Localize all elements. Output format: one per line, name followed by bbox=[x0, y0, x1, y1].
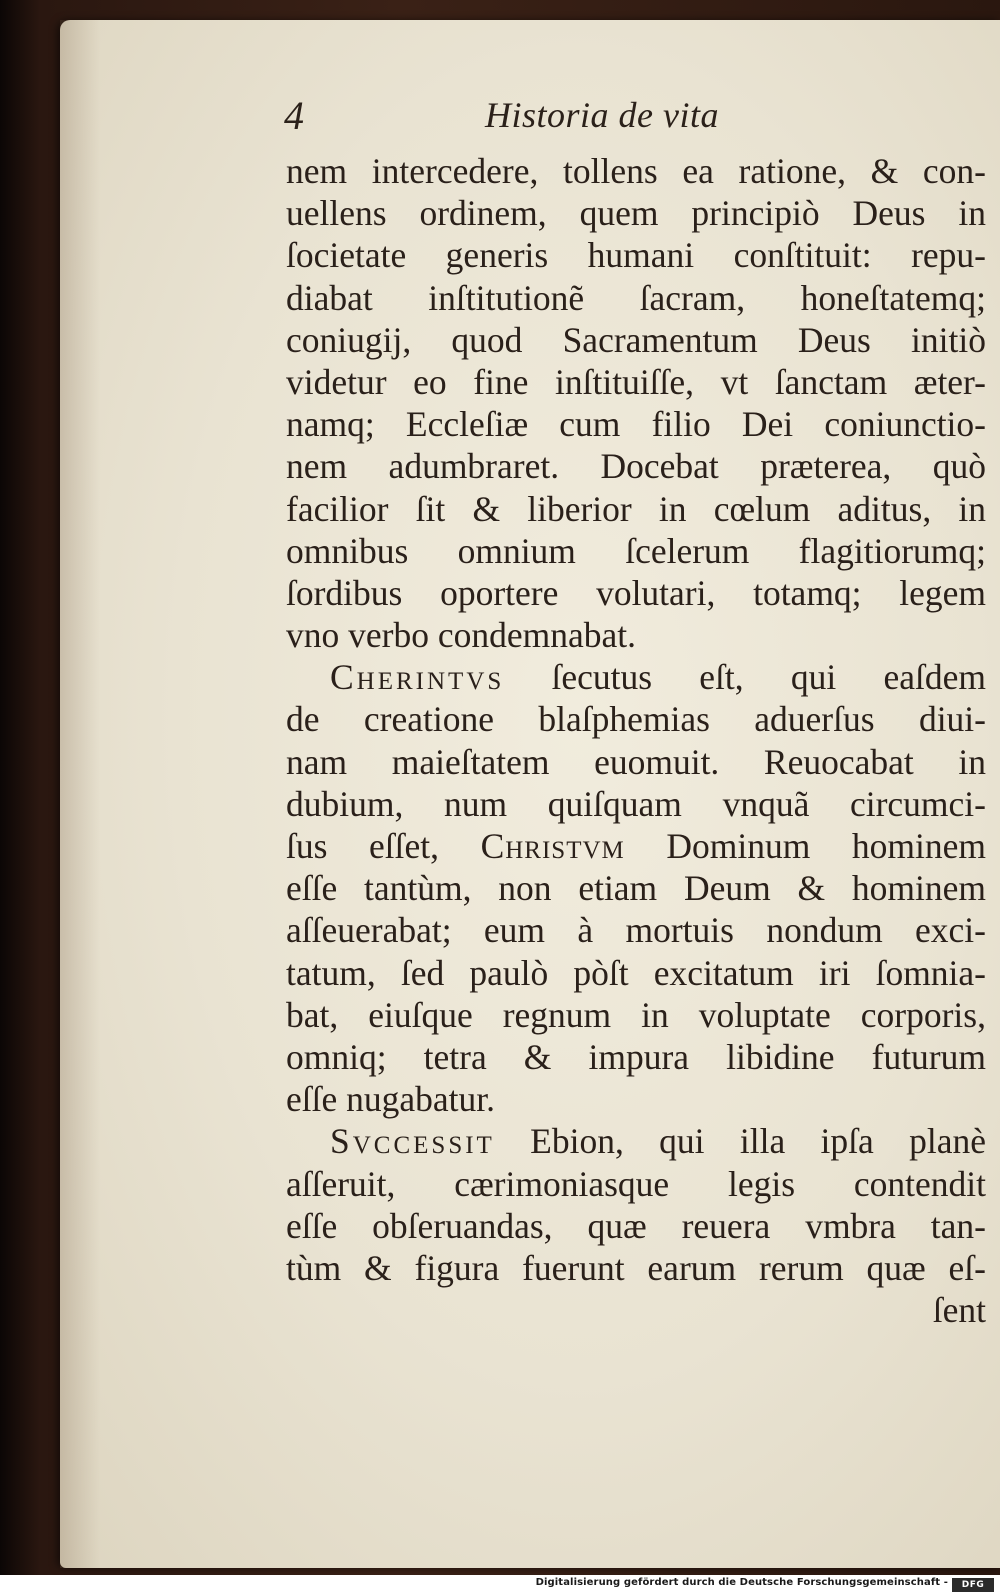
small-caps-name: Christvm bbox=[480, 826, 625, 866]
text-line: uellens ordinem, quem principiò Deus in bbox=[286, 193, 986, 234]
text-line: nam maieſtatem euomuit. Reuocabat in bbox=[286, 741, 986, 782]
text-line bbox=[286, 656, 986, 698]
text-line: vno verbo condemnabat. bbox=[286, 615, 636, 656]
text-line: ſocietate generis humani conſtituit: repu- bbox=[286, 235, 986, 276]
text-line: facilior ſit & liberior in cœlum aditus, in bbox=[286, 488, 986, 529]
digitization-footer bbox=[0, 1575, 1000, 1595]
text-line: eſſe tantùm, non etiam Deum & hominem bbox=[286, 868, 986, 909]
text-line: de creatione blaſphemias aduerſus diui- bbox=[286, 699, 986, 740]
text-line: aſſeuerabat; eum à mortuis nondum exci- bbox=[286, 910, 986, 951]
text-line: aſſeruit, cærimoniasque legis contendit bbox=[286, 1163, 986, 1204]
text-line: dubium, num quiſquam vnquã circumci- bbox=[286, 783, 986, 824]
small-caps-name: Cherintvs bbox=[330, 657, 505, 698]
text-line: nem intercedere, tollens ea ratione, & con- bbox=[286, 151, 986, 191]
text-line bbox=[286, 1120, 986, 1162]
text-line: tùm & figura fuerunt earum rerum quæ eſ- bbox=[286, 1247, 986, 1288]
text-line: diabat inſtitutionẽ ſacram, honeſtatemq; bbox=[286, 277, 986, 318]
paragraph-1 bbox=[286, 150, 986, 656]
text-line: eſſe nugabatur. bbox=[286, 1079, 495, 1120]
text-line: nem adumbraret. Docebat præterea, quò bbox=[286, 446, 986, 487]
text-line: coniugij, quod Sacramentum Deus initiò bbox=[286, 319, 986, 360]
line-text: ſus eſſet, bbox=[286, 826, 481, 866]
text-line: omnibus omnium ſcelerum flagitiorumq; bbox=[286, 530, 986, 571]
body-text bbox=[286, 150, 986, 1331]
text-line: videtur eo fine inſtituiſſe, vt ſanctam æter- bbox=[286, 361, 986, 402]
text-line: eſſe obſeruandas, quæ reuera vmbra tan- bbox=[286, 1205, 986, 1246]
catchword: ſent bbox=[932, 1290, 986, 1331]
book-page bbox=[60, 20, 1000, 1568]
funding-notice: Digitalisierung gefördert durch die Deutsche Forschungsgemeinschaft - bbox=[535, 1577, 948, 1588]
text-line bbox=[286, 825, 986, 867]
paragraph-2 bbox=[286, 656, 986, 1120]
running-title: Historia de vita bbox=[485, 95, 719, 135]
paragraph-3 bbox=[286, 1120, 986, 1289]
text-line: bat, eiuſque regnum in voluptate corporis, bbox=[286, 994, 986, 1035]
dfg-logo: DFG bbox=[952, 1578, 994, 1592]
small-caps-name: Svccessit bbox=[330, 1121, 495, 1162]
text-line: ſordibus oportere volutari, totamq; legem bbox=[286, 572, 986, 613]
running-head bbox=[60, 92, 1000, 142]
text-line: tatum, ſed paulò pòſt excitatum iri ſomnia- bbox=[286, 952, 986, 993]
line-text: ſecutus eſt, qui eaſdem bbox=[504, 657, 986, 698]
text-line: namq; Eccleſiæ cum filio Dei coniunctio- bbox=[286, 404, 986, 445]
text-line: omniq; tetra & impura libidine futurum bbox=[286, 1036, 986, 1077]
line-text: Ebion, qui illa ipſa planè bbox=[494, 1121, 986, 1162]
page-number: 4 bbox=[284, 93, 304, 138]
line-text: Dominum hominem bbox=[624, 826, 986, 866]
